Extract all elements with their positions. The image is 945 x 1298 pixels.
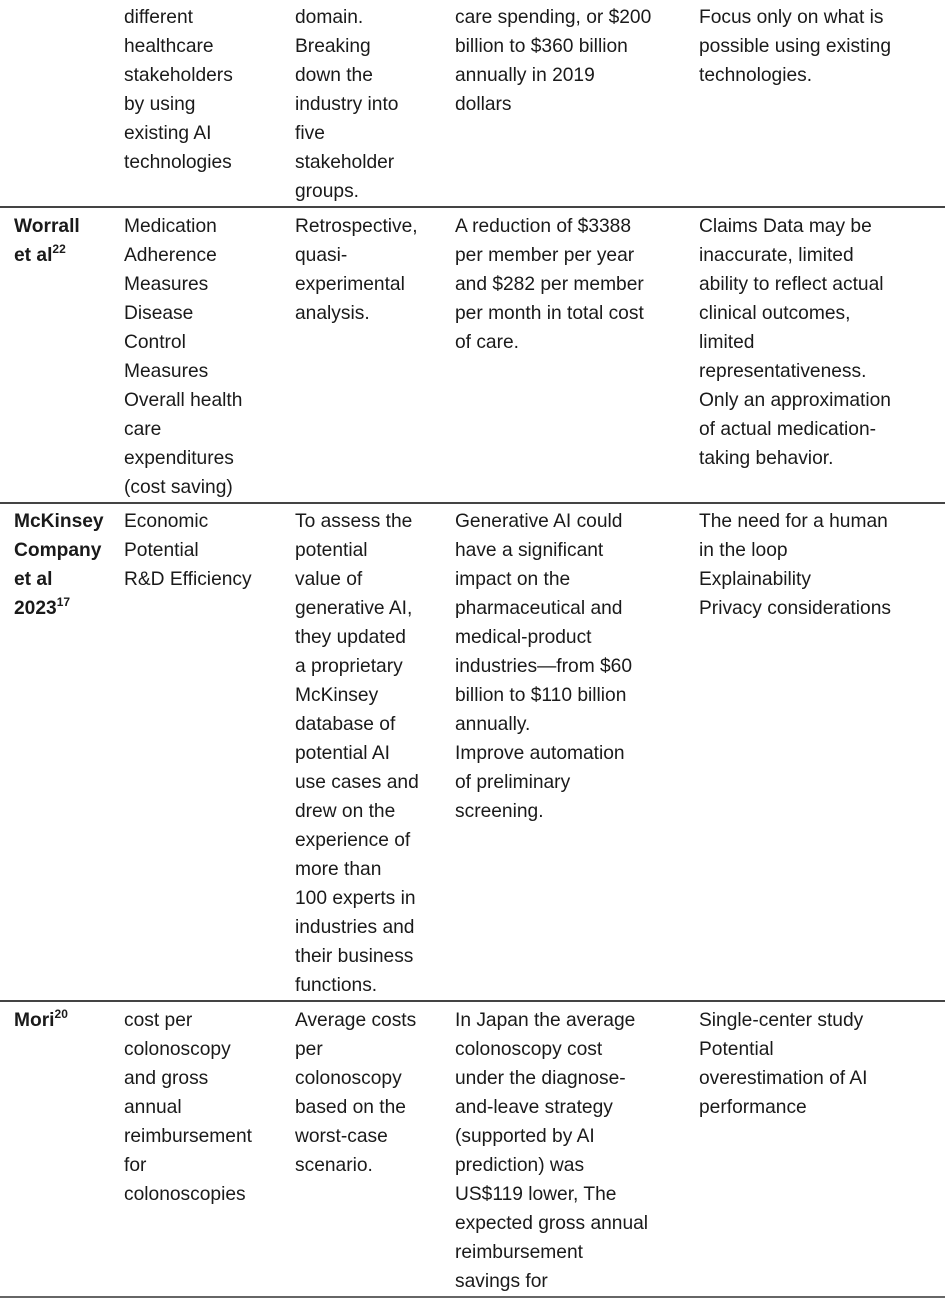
cell-line: Potential	[699, 1039, 774, 1060]
cell-line: and $282 per member	[455, 274, 644, 295]
table-row-mori	[0, 1001, 945, 1297]
cell-line: technologies	[124, 152, 232, 173]
cell-line: for	[124, 1155, 147, 1176]
author-name: McKinsey	[14, 511, 104, 532]
cell-line: inaccurate, limited	[699, 245, 854, 266]
cell-line: functions.	[295, 975, 378, 996]
cell-line: R&D Efficiency	[124, 569, 252, 590]
limitation-cell	[691, 207, 945, 503]
cell-line: drew on the	[295, 801, 396, 822]
reference-superscript: 22	[52, 242, 66, 256]
outcome-cell	[116, 207, 287, 503]
limitation-cell	[691, 503, 945, 1001]
cell-line: prediction) was	[455, 1155, 585, 1176]
cell-line: billion to $110 billion	[455, 685, 627, 706]
cell-line: annually.	[455, 714, 531, 735]
outcome-cell	[116, 0, 287, 207]
cell-line: expenditures	[124, 448, 234, 469]
result-cell	[447, 207, 691, 503]
cell-line: more than	[295, 859, 382, 880]
cell-line: screening.	[455, 801, 544, 822]
method-cell	[287, 207, 447, 503]
cell-line: colonoscopy	[295, 1068, 402, 1089]
cell-line: Medication	[124, 216, 217, 237]
cell-line: based on the	[295, 1097, 406, 1118]
cell-line: use cases and	[295, 772, 419, 793]
cell-line: a proprietary	[295, 656, 403, 677]
result-cell	[447, 1001, 691, 1297]
cell-line: dollars	[455, 94, 512, 115]
author-name: Company	[14, 540, 102, 561]
cell-line: industry into	[295, 94, 399, 115]
cell-line: annually in 2019	[455, 65, 595, 86]
cell-line: Improve automation	[455, 743, 625, 764]
cell-line: Privacy considerations	[699, 598, 891, 619]
cell-line: Average costs	[295, 1010, 417, 1031]
cell-line: in the loop	[699, 540, 788, 561]
author-name: et al	[14, 569, 53, 590]
cell-line: groups.	[295, 181, 359, 202]
cell-line: healthcare	[124, 36, 214, 57]
cell-line: colonoscopies	[124, 1184, 246, 1205]
cell-line: Generative AI could	[455, 511, 623, 532]
cell-line: they updated	[295, 627, 406, 648]
cell-line: technologies.	[699, 65, 813, 86]
table-row-continued	[0, 0, 945, 207]
cell-line: colonoscopy	[124, 1039, 231, 1060]
cell-line: Overall health	[124, 390, 243, 411]
cell-line: database of	[295, 714, 396, 735]
cell-line: McKinsey	[295, 685, 379, 706]
author-cell	[0, 1001, 116, 1297]
cell-line: (supported by AI	[455, 1126, 595, 1147]
cell-line: Single-center study	[699, 1010, 864, 1031]
cell-line: cost per	[124, 1010, 193, 1031]
cell-line: ability to reflect actual	[699, 274, 884, 295]
cell-line: and-leave strategy	[455, 1097, 613, 1118]
cell-line: their business	[295, 946, 414, 967]
cell-line: Control	[124, 332, 186, 353]
cell-line: US$119 lower, The	[455, 1184, 617, 1205]
author-cell	[0, 0, 116, 207]
cell-line: Potential	[124, 540, 199, 561]
cell-line: performance	[699, 1097, 807, 1118]
author-cell	[0, 503, 116, 1001]
cell-line: by using	[124, 94, 196, 115]
author-year	[14, 594, 110, 623]
cell-line: down the	[295, 65, 373, 86]
cell-line: taking behavior.	[699, 448, 834, 469]
author-name-text: et al	[14, 245, 53, 266]
cell-line: of actual medication-	[699, 419, 877, 440]
cell-line: 100 experts in	[295, 888, 416, 909]
cell-line: To assess the	[295, 511, 413, 532]
cell-line: experience of	[295, 830, 411, 851]
cell-line: savings for	[455, 1271, 548, 1292]
cell-line: stakeholder	[295, 152, 395, 173]
cell-line: industries and	[295, 917, 415, 938]
cell-line: Disease	[124, 303, 194, 324]
author-name	[14, 1006, 110, 1035]
cell-line: five	[295, 123, 325, 144]
result-cell	[447, 503, 691, 1001]
cell-line: reimbursement	[124, 1126, 252, 1147]
cell-line: medical-product	[455, 627, 592, 648]
cell-line: domain.	[295, 7, 364, 28]
cell-line: scenario.	[295, 1155, 373, 1176]
cell-line: care spending, or $200	[455, 7, 652, 28]
cell-line: A reduction of $3388	[455, 216, 632, 237]
cell-line: potential	[295, 540, 368, 561]
cell-line: The need for a human	[699, 511, 888, 532]
cell-line: In Japan the average	[455, 1010, 636, 1031]
cell-line: industries—from $60	[455, 656, 633, 677]
cell-line: per	[295, 1039, 323, 1060]
cell-line: Focus only on what is	[699, 7, 884, 28]
outcome-cell	[116, 503, 287, 1001]
reference-superscript: 17	[56, 595, 71, 609]
cell-line: generative AI,	[295, 598, 413, 619]
cell-line: per month in total cost	[455, 303, 644, 324]
cell-line: Breaking	[295, 36, 371, 57]
cell-line: existing AI	[124, 123, 212, 144]
author-name-cont	[14, 241, 110, 270]
cell-line: have a significant	[455, 540, 604, 561]
cell-line: value of	[295, 569, 363, 590]
cell-line: care	[124, 419, 162, 440]
cell-line: Claims Data may be	[699, 216, 872, 237]
result-cell	[447, 0, 691, 207]
limitation-cell	[691, 1001, 945, 1297]
cell-line: experimental	[295, 274, 405, 295]
cell-line: impact on the	[455, 569, 571, 590]
reference-superscript: 20	[54, 1007, 68, 1021]
author-name-text: Mori	[14, 1010, 55, 1031]
cell-line: worst-case	[295, 1126, 388, 1147]
cell-line: colonoscopy cost	[455, 1039, 603, 1060]
cell-line: analysis.	[295, 303, 370, 324]
method-cell	[287, 0, 447, 207]
cell-line: Measures	[124, 361, 209, 382]
cell-line: representativeness.	[699, 361, 867, 382]
method-cell	[287, 1001, 447, 1297]
cell-line: Retrospective,	[295, 216, 418, 237]
author-name: Worrall	[14, 216, 80, 237]
cell-line: overestimation of AI	[699, 1068, 868, 1089]
method-cell	[287, 503, 447, 1001]
cell-line: quasi-	[295, 245, 348, 266]
table-row-mckinsey	[0, 503, 945, 1001]
cell-line: annual	[124, 1097, 182, 1118]
cell-line: clinical outcomes,	[699, 303, 851, 324]
cell-line: of care.	[455, 332, 519, 353]
cell-line: stakeholders	[124, 65, 233, 86]
cell-line: (cost saving)	[124, 477, 233, 498]
outcome-cell	[116, 1001, 287, 1297]
cell-line: of preliminary	[455, 772, 571, 793]
author-year-text: 2023	[14, 598, 57, 619]
cell-line: different	[124, 7, 193, 28]
cell-line: Only an approximation	[699, 390, 891, 411]
table-row-worrall	[0, 207, 945, 503]
cell-line: Economic	[124, 511, 209, 532]
author-cell	[0, 207, 116, 503]
cell-line: possible using existing	[699, 36, 891, 57]
cell-line: per member per year	[455, 245, 635, 266]
cell-line: and gross	[124, 1068, 209, 1089]
cell-line: billion to $360 billion	[455, 36, 628, 57]
cell-line: Adherence	[124, 245, 217, 266]
cell-line: pharmaceutical and	[455, 598, 623, 619]
cell-line: potential AI	[295, 743, 390, 764]
cell-line: expected gross annual	[455, 1213, 649, 1234]
cell-line: Explainability	[699, 569, 811, 590]
cell-line: limited	[699, 332, 755, 353]
cell-line: Measures	[124, 274, 209, 295]
cell-line: reimbursement	[455, 1242, 583, 1263]
limitation-cell	[691, 0, 945, 207]
cell-line: under the diagnose-	[455, 1068, 626, 1089]
